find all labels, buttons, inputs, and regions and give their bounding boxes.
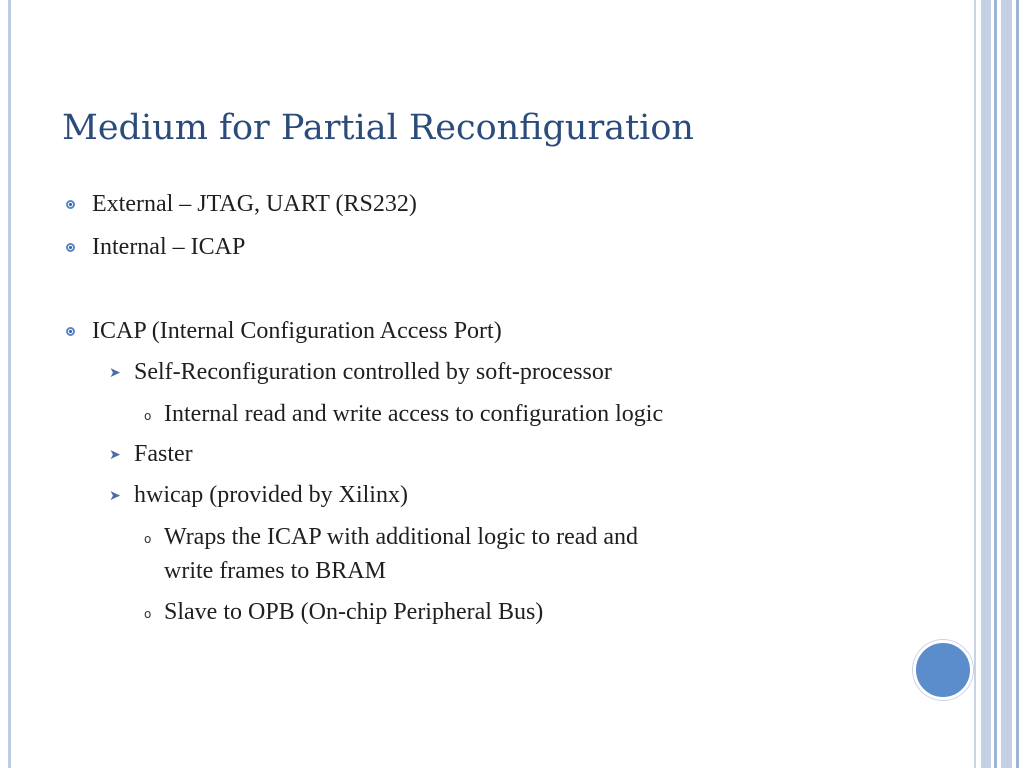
list-item-continuation: [164, 554, 386, 588]
list-item-text: Self-Reconfiguration controlled by soft-processor: [134, 359, 612, 385]
list-item: [92, 187, 417, 221]
ring-icon: o: [144, 409, 152, 423]
list-item: [164, 520, 638, 554]
list-item-text: Internal – ICAP: [92, 234, 246, 260]
ring-icon: o: [144, 607, 152, 621]
list-item: [134, 478, 408, 512]
arrow-icon: ➤: [109, 488, 121, 504]
dot-icon: [66, 200, 75, 209]
list-item-text: Internal read and write access to configuration logic: [164, 401, 664, 427]
list-item-text: write frames to BRAM: [164, 558, 386, 584]
arrow-icon: ➤: [109, 365, 121, 381]
ring-icon: o: [144, 532, 152, 546]
list-item-text: Slave to OPB (On-chip Peripheral Bus): [164, 599, 544, 625]
list-item: [92, 314, 502, 348]
slide-title: Medium for Partial Reconfiguration: [62, 108, 694, 148]
arrow-icon: ➤: [109, 447, 121, 463]
list-item: [134, 355, 612, 389]
dot-icon: [66, 327, 75, 336]
list-item-text: Faster: [134, 441, 193, 467]
list-item: [164, 595, 543, 629]
list-item-text: ICAP (Internal Configuration Access Port): [92, 318, 502, 344]
list-item-text: Wraps the ICAP with additional logic to read and: [164, 524, 639, 550]
dot-icon: [66, 243, 75, 252]
list-item-text: External – JTAG, UART (RS232): [92, 191, 417, 217]
list-item: [92, 230, 245, 264]
list-item: [164, 397, 663, 431]
list-item: [134, 437, 193, 471]
list-item-text: hwicap (provided by Xilinx): [134, 482, 408, 508]
